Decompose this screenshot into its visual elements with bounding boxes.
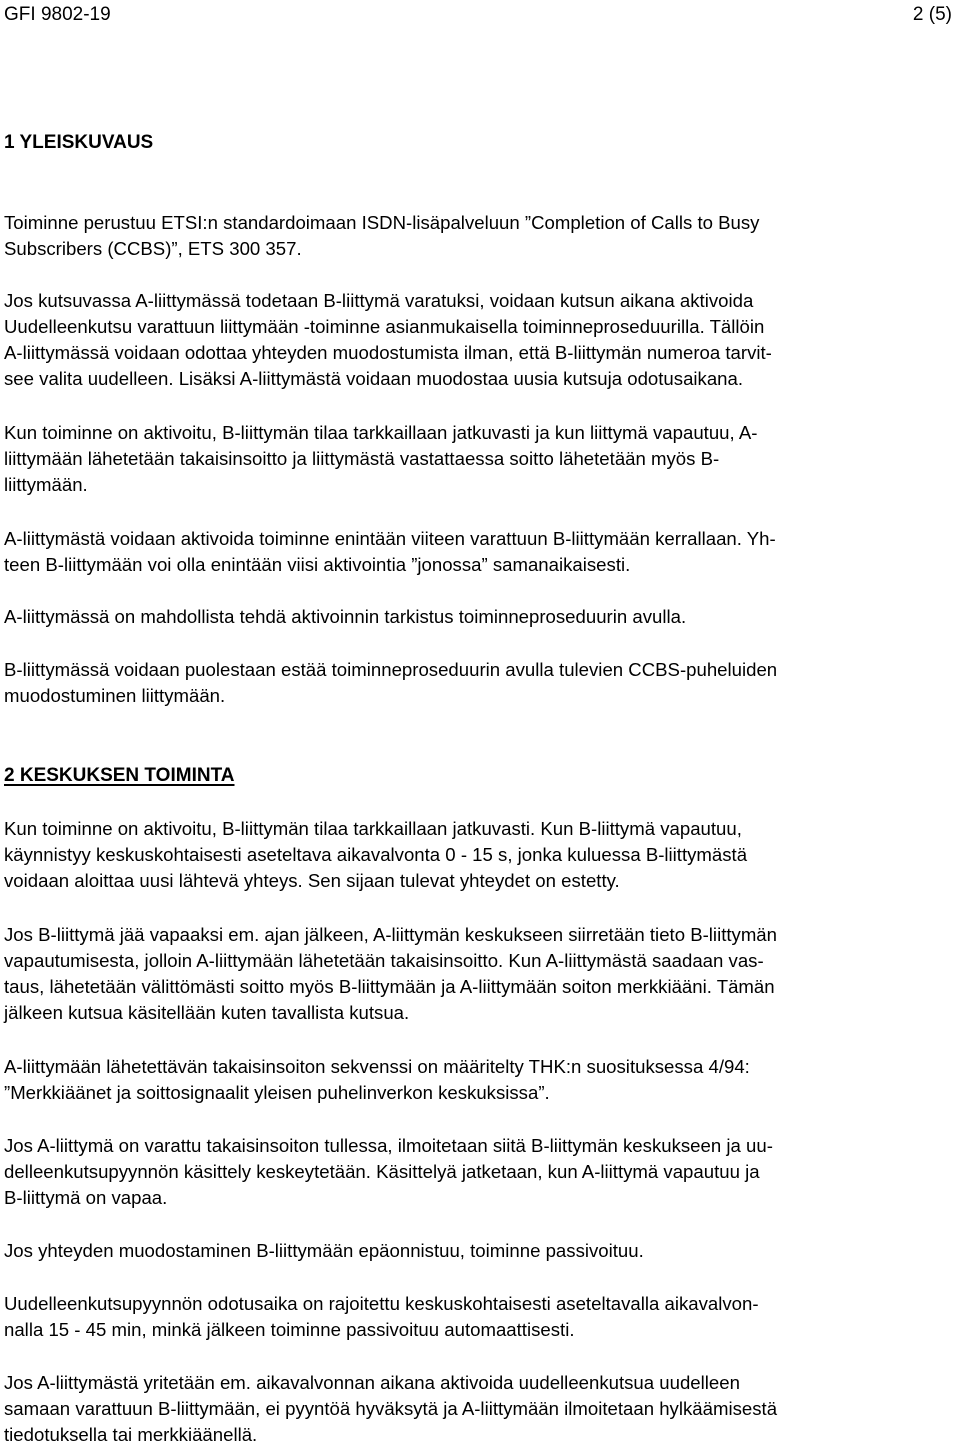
text-line: Jos A-liittymästä yritetään em. aikavalvonnan aikana aktivoida uudelleenkutsua uudelleen [4, 1372, 740, 1393]
text-line: muodostuminen liittymään. [4, 685, 226, 706]
text-line: samaan varattuun B-liittymään, ei pyyntöä hyväksytä ja A-liittymään ilmoitetaan hylkäämisestä [4, 1398, 778, 1419]
section-2-heading-text: 2 KESKUKSEN TOIMINTA [4, 765, 235, 786]
paragraph [4, 1238, 956, 1264]
text-line: Kun toiminne on aktivoitu, B-liittymän tilaa tarkkaillaan jatkuvasti. Kun B-liittymä vapautuu, [4, 818, 742, 839]
text-line: jälkeen kutsua käsitellään kuten tavallista kutsua. [4, 1002, 410, 1023]
paragraph [4, 1133, 956, 1211]
text-line: Jos kutsuvassa A-liittymässä todetaan B-liittymä varatuksi, voidaan kutsun aikana aktivoida [4, 290, 754, 311]
text-line: ”Merkkiäänet ja soittosignaalit yleisen puhelinverkon keskuksissa”. [4, 1082, 550, 1103]
paragraph [4, 1291, 956, 1343]
text-line: tiedotuksella tai merkkiäänellä. [4, 1424, 258, 1445]
text-line: liittymään. [4, 474, 88, 495]
text-line: nalla 15 - 45 min, minkä jälkeen toiminne passivoituu automaattisesti. [4, 1319, 575, 1340]
text-line: see valita uudelleen. Lisäksi A-liittymästä voidaan muodostaa uusia kutsuja odotusaikana. [4, 368, 744, 389]
paragraph [4, 816, 956, 894]
section-1-heading: 1 YLEISKUVAUS [4, 132, 154, 153]
paragraph [4, 922, 956, 1026]
text-line: B-liittymässä voidaan puolestaan estää toiminneproseduurin avulla tulevien CCBS-puheluiden [4, 659, 778, 680]
text-line: teen B-liittymään voi olla enintään viisi aktivointia ”jonossa” samanaikaisesti. [4, 554, 631, 575]
section-2-heading [4, 763, 956, 789]
paragraph [4, 604, 956, 630]
text-line: A-liittymästä voidaan aktivoida toiminne enintään viiteen varattuun B-liittymään kerrallaan. Yh- [4, 528, 776, 549]
paragraph [4, 210, 956, 262]
running-header [4, 3, 952, 27]
page-number: 2 (5) [912, 4, 952, 25]
text-line: A-liittymässä on mahdollista tehdä aktivoinnin tarkistus toiminneproseduurin avulla. [4, 606, 687, 627]
text-line: Jos yhteyden muodostaminen B-liittymään epäonnistuu, toiminne passivoituu. [4, 1240, 644, 1261]
paragraph [4, 1370, 956, 1448]
text-line: Uudelleenkutsu varattuun liittymään -toiminne asianmukaisella toiminneproseduurilla. Tällöin [4, 316, 765, 337]
text-line: käynnistyy keskuskohtaisesti aseteltava aikavalvonta 0 - 15 s, jonka kuluessa B-liittymästä [4, 844, 748, 865]
text-line: Jos B-liittymä jää vapaaksi em. ajan jälkeen, A-liittymän keskukseen siirretään tieto B-liittymän [4, 924, 777, 945]
text-line: Subscribers (CCBS)”, ETS 300 357. [4, 238, 302, 259]
text-line: liittymään lähetetään takaisinsoitto ja liittymästä vastattaessa soitto lähetetään myös B- [4, 448, 720, 469]
text-line: Kun toiminne on aktivoitu, B-liittymän tilaa tarkkaillaan jatkuvasti ja kun liittymä vapautuu, A- [4, 422, 758, 443]
text-line: delleenkutsupyynnön käsittely keskeytetään. Käsittelyä jatketaan, kun A-liittymä vapautuu ja [4, 1161, 760, 1182]
text-line: taus, lähetetään välittömästi soitto myös B-liittymään ja A-liittymään soiton merkkiääni. Tämän [4, 976, 775, 997]
text-line: voidaan aloittaa uusi lähtevä yhteys. Sen sijaan tulevat yhteydet on estetty. [4, 870, 620, 891]
text-line: B-liittymä on vapaa. [4, 1187, 168, 1208]
text-line: A-liittymässä voidaan odottaa yhteyden muodostumista ilman, että B-liittymän numeroa tarvit- [4, 342, 772, 363]
text-line: Jos A-liittymä on varattu takaisinsoiton tullessa, ilmoitetaan siitä B-liittymän keskukseen ja uu- [4, 1135, 773, 1156]
paragraph [4, 288, 956, 392]
paragraph [4, 657, 956, 709]
text-line: vapautumisesta, jolloin A-liittymään lähetetään takaisinsoitto. Kun A-liittymästä saadaan vas- [4, 950, 764, 971]
paragraph [4, 420, 956, 498]
paragraph [4, 1054, 956, 1106]
text-line: A-liittymään lähetettävän takaisinsoiton sekvenssi on määritelty THK:n suosituksessa 4/94: [4, 1056, 750, 1077]
document-id: GFI 9802-19 [4, 4, 111, 25]
text-line: Uudelleenkutsupyynnön odotusaika on rajoitettu keskuskohtaisesti aseteltavalla aikavalvon- [4, 1293, 759, 1314]
text-line: Toiminne perustuu ETSI:n standardoimaan ISDN-lisäpalveluun ”Completion of Calls to Busy [4, 212, 760, 233]
paragraph [4, 526, 956, 578]
